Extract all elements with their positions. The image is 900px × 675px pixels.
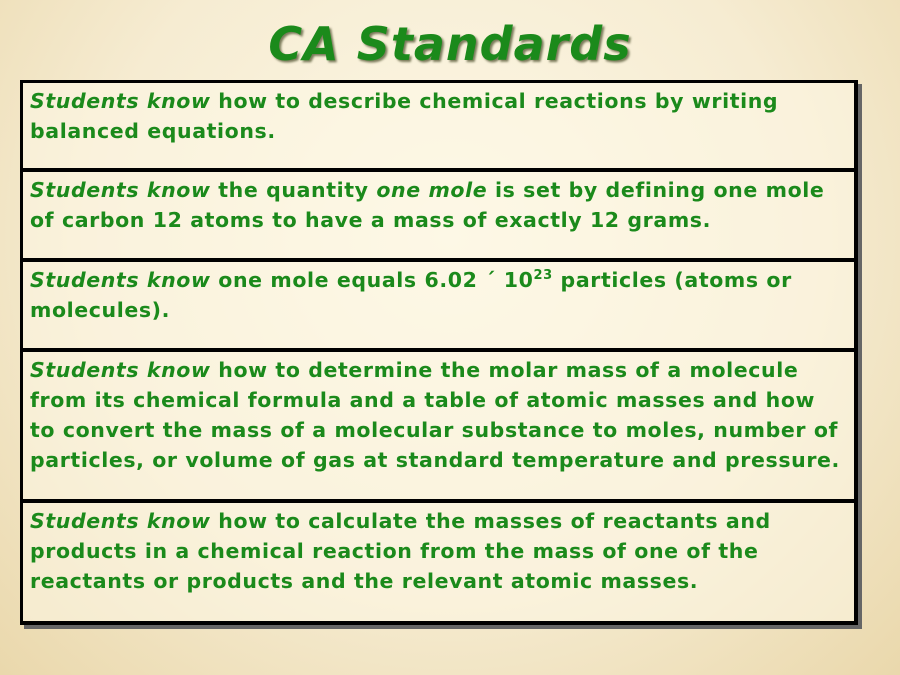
standard-text: how to calculate the masses of reactants and products in a chemical reaction from the mass of one of the reactants or products and the relevant atomic masses.	[30, 509, 771, 593]
exponent: 23	[533, 268, 553, 283]
standard-text: is set by defining one mole of carbon 12 atoms to have a mass of exactly 12 grams.	[30, 178, 825, 232]
standard-cell-3	[23, 262, 858, 352]
standard-lead: Students know	[30, 509, 211, 533]
standard-text: the quantity	[210, 178, 377, 202]
standard-emphasis: one mole	[376, 178, 488, 202]
standard-text: one mole equals 6.02 ´ 10	[210, 268, 534, 292]
standard-text: how to describe chemical reactions by writing balanced equations.	[30, 89, 779, 143]
standard-lead: Students know	[30, 89, 211, 113]
standard-text: particles (atoms or molecules).	[30, 268, 792, 322]
standards-table	[20, 80, 858, 625]
standard-lead: Students know	[30, 178, 211, 202]
standard-cell-5	[23, 503, 858, 625]
standard-cell-4	[23, 352, 858, 503]
standard-cell-2	[23, 172, 858, 262]
slide-title: CA Standards	[268, 17, 632, 71]
standard-cell-1	[23, 83, 858, 172]
standard-lead: Students know	[30, 268, 211, 292]
standard-lead: Students know	[30, 358, 211, 382]
standard-text: how to determine the molar mass of a molecule from its chemical formula and a table of atomic masses and how to convert the mass of a molecular substance to moles, number of particles, or volume of gas at standard temperature and pressure.	[30, 358, 840, 472]
